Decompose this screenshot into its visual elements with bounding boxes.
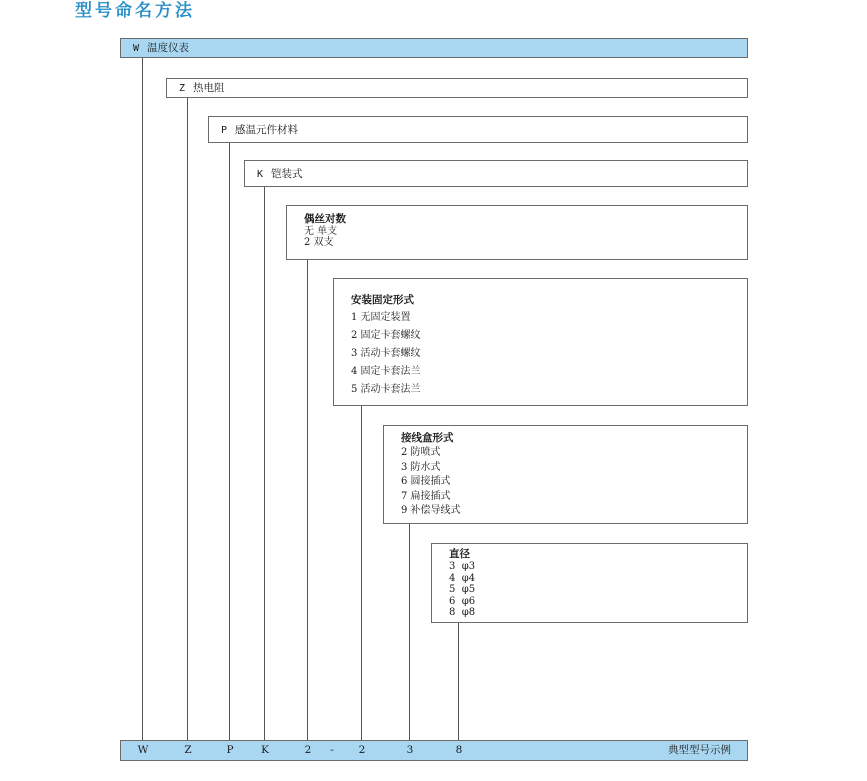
bar-z-thermal-resistor (166, 78, 748, 98)
connector-line-z (187, 97, 188, 741)
box-junction-type (383, 425, 748, 524)
example-char-dash: - (330, 744, 334, 756)
connector-line-junction (409, 523, 410, 741)
bar-k-armored (244, 160, 748, 187)
mount-option-1: 2 固定卡套螺纹 (351, 330, 421, 341)
example-char-junction: 3 (406, 744, 414, 756)
bar-p-label: 感温元件材料 (235, 124, 298, 136)
bar-p-code: P (221, 125, 228, 136)
example-char-w: W (137, 744, 149, 756)
box-diameter (431, 543, 748, 623)
example-char-k: K (261, 744, 269, 756)
connector-line-p (229, 142, 230, 741)
example-char-mount: 2 (358, 744, 366, 756)
box-couple-title: 偶丝对数 (304, 213, 346, 225)
junction-option-1: 3 防水式 (401, 461, 441, 473)
couple-option-1: 2 双支 (304, 237, 334, 248)
junction-option-4: 9 补偿导线式 (401, 505, 461, 516)
mount-option-4: 5 活动卡套法兰 (351, 384, 421, 395)
bar-z-code: Z (179, 83, 186, 94)
box-couple-count (286, 205, 748, 260)
example-char-couple: 2 (304, 744, 312, 756)
box-junction-title: 接线盒形式 (401, 432, 454, 444)
bar-p-sensor-material (208, 116, 748, 143)
junction-option-2: 6 圆接插式 (401, 476, 451, 487)
bar-w-temperature-instrument (120, 38, 748, 58)
bar-w-code: W (133, 43, 140, 54)
example-char-diameter: 8 (455, 744, 463, 756)
example-label: 典型型号示例 (668, 744, 731, 756)
diameter-option-1: 4 φ4 (449, 572, 476, 584)
page-title: 型号命名方法 (75, 1, 195, 21)
mount-option-0: 1 无固定装置 (351, 312, 411, 323)
bar-w-label: 温度仪表 (147, 42, 189, 54)
junction-option-0: 2 防喷式 (401, 447, 441, 458)
connector-line-k (264, 186, 265, 741)
couple-option-0: 无 单支 (304, 226, 338, 237)
example-char-z: Z (184, 744, 192, 756)
diameter-option-2: 5 φ5 (449, 584, 476, 595)
box-diameter-title: 直径 (449, 548, 470, 560)
connector-line-mount (361, 405, 362, 741)
junction-option-3: 7 扁接插式 (401, 490, 451, 502)
connector-line-w (142, 57, 143, 741)
box-mount-type (333, 278, 748, 406)
connector-line-diameter (458, 622, 459, 741)
diameter-option-4: 8 φ8 (449, 607, 476, 618)
diameter-option-3: 6 φ6 (449, 595, 476, 607)
bar-z-label: 热电阻 (193, 82, 225, 94)
mount-option-3: 4 固定卡套法兰 (351, 366, 421, 377)
box-mount-title: 安装固定形式 (351, 294, 414, 306)
bar-k-label: 铠装式 (271, 168, 303, 180)
bar-k-code: K (257, 169, 264, 180)
example-model-bar (120, 740, 748, 761)
mount-option-2: 3 活动卡套螺纹 (351, 348, 421, 359)
example-char-p: P (226, 744, 234, 756)
connector-line-couple (307, 259, 308, 741)
diameter-option-0: 3 φ3 (449, 561, 476, 572)
